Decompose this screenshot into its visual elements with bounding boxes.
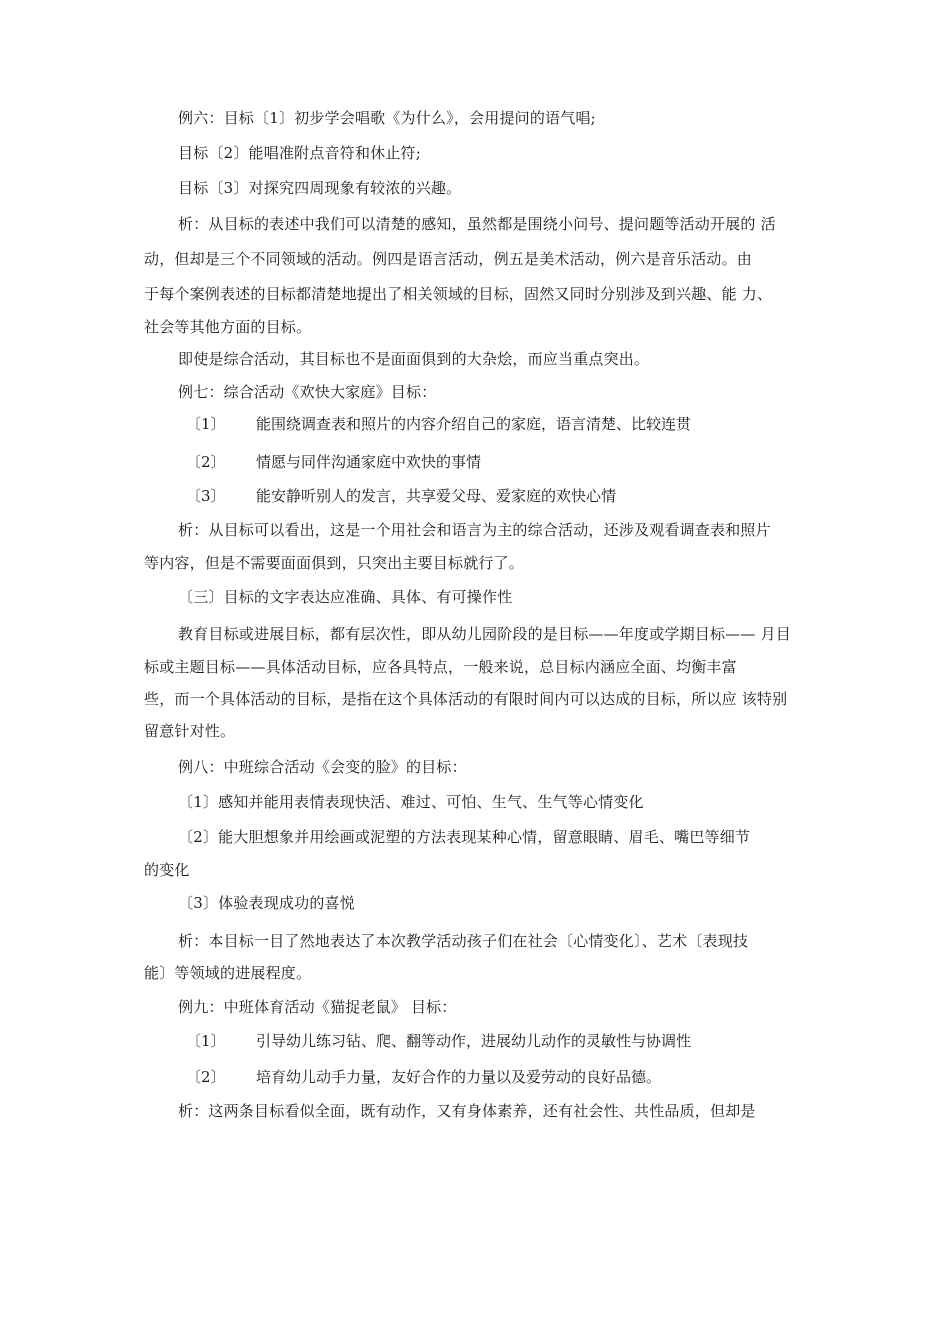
example6-goal3: 目标〔3〕对探究四周现象有较浓的兴趣。 [178,179,462,197]
example9-heading: 例九：中班体育活动《猫捉老鼠》 目标： [178,998,457,1016]
goal-item: 〔2〕能大胆想象并用绘画或泥塑的方法表现某种心情，留意眼睛、眉毛、嘴巴等细节 [178,828,751,846]
goal-item: 〔1〕感知并能用表情表现快活、难过、可怕、生气、生气等心情变化 [178,793,644,811]
goal-text: 情愿与同伴沟通家庭中欢快的事情 [256,453,482,471]
section-heading: 〔三〕目标的文字表达应准确、具体、有可操作性 [178,588,513,606]
example6-goal2: 目标〔2〕能唱准附点音符和休止符; [178,144,421,162]
analysis-line: 析：本目标一目了然地表达了本次教学活动孩子们在社会〔心情变化〕、艺术〔表现技 [178,932,749,950]
goal-text: 能安静听别人的发言，共享爱父母、爱家庭的欢快心情 [256,487,617,505]
paragraph-line: 些，而一个具体活动的目标，是指在这个具体活动的有限时间内可以达成的目标，所以应 该特别 [144,690,788,708]
goal-number: 〔1〕 [186,415,226,433]
analysis-line: 析：从目标的表述中我们可以清楚的感知，虽然都是围绕小问号、提问题等活动开展的 活 [178,215,776,233]
analysis-line: 析：从目标可以看出，这是一个用社会和语言为主的综合活动，还涉及观看调查表和照片 [178,521,771,539]
example6-goal1: 例六：目标〔1〕初步学会唱歌《为什么》，会用提问的语气唱; [178,109,596,127]
example8-heading: 例八：中班综合活动《会变的脸》的目标： [178,758,467,776]
goal-item-continued: 的变化 [144,861,190,879]
paragraph-line: 即使是综合活动，其目标也不是面面俱到的大杂烩，而应当重点突出。 [178,350,650,368]
analysis-line: 等内容，但是不需要面面俱到，只突出主要目标就行了。 [144,554,525,572]
goal-text: 引导幼儿练习钻、爬、翻等动作，进展幼儿动作的灵敏性与协调性 [256,1032,692,1050]
example7-heading: 例七：综合活动《欢快大家庭》目标： [178,383,437,401]
paragraph-line: 标或主题目标——具体活动目标，应各具特点，一般来说，总目标内涵应全面、均衡丰富 [144,658,737,676]
analysis-line: 能〕等领域的进展程度。 [144,964,312,982]
goal-number: 〔3〕 [186,487,226,505]
analysis-line: 析：这两条目标看似全面，既有动作，又有身体素养，还有社会性、共性品质，但却是 [178,1102,756,1120]
analysis-line: 于每个案例表述的目标都清楚地提出了相关领域的目标，固然又同时分别涉及到兴趣、能 力、 [144,285,773,303]
goal-number: 〔2〕 [186,453,226,471]
paragraph-line: 留意针对性。 [144,722,236,740]
goal-text: 培育幼儿动手力量，友好合作的力量以及爱劳动的良好品德。 [256,1068,662,1086]
paragraph-line: 教育目标或进展目标，都有层次性，即从幼儿园阶段的是目标——年度或学期目标—— 月目 [178,625,791,643]
goal-number: 〔2〕 [186,1068,226,1086]
analysis-line: 社会等其他方面的目标。 [144,318,312,336]
goal-text: 能围绕调查表和照片的内容介绍自己的家庭，语言清楚、比较连贯 [256,415,692,433]
goal-item: 〔3〕体验表现成功的喜悦 [178,894,355,912]
analysis-line: 动，但却是三个不同领域的活动。例四是语言活动，例五是美术活动，例六是音乐活动。由 [144,250,753,268]
goal-number: 〔1〕 [186,1032,226,1050]
